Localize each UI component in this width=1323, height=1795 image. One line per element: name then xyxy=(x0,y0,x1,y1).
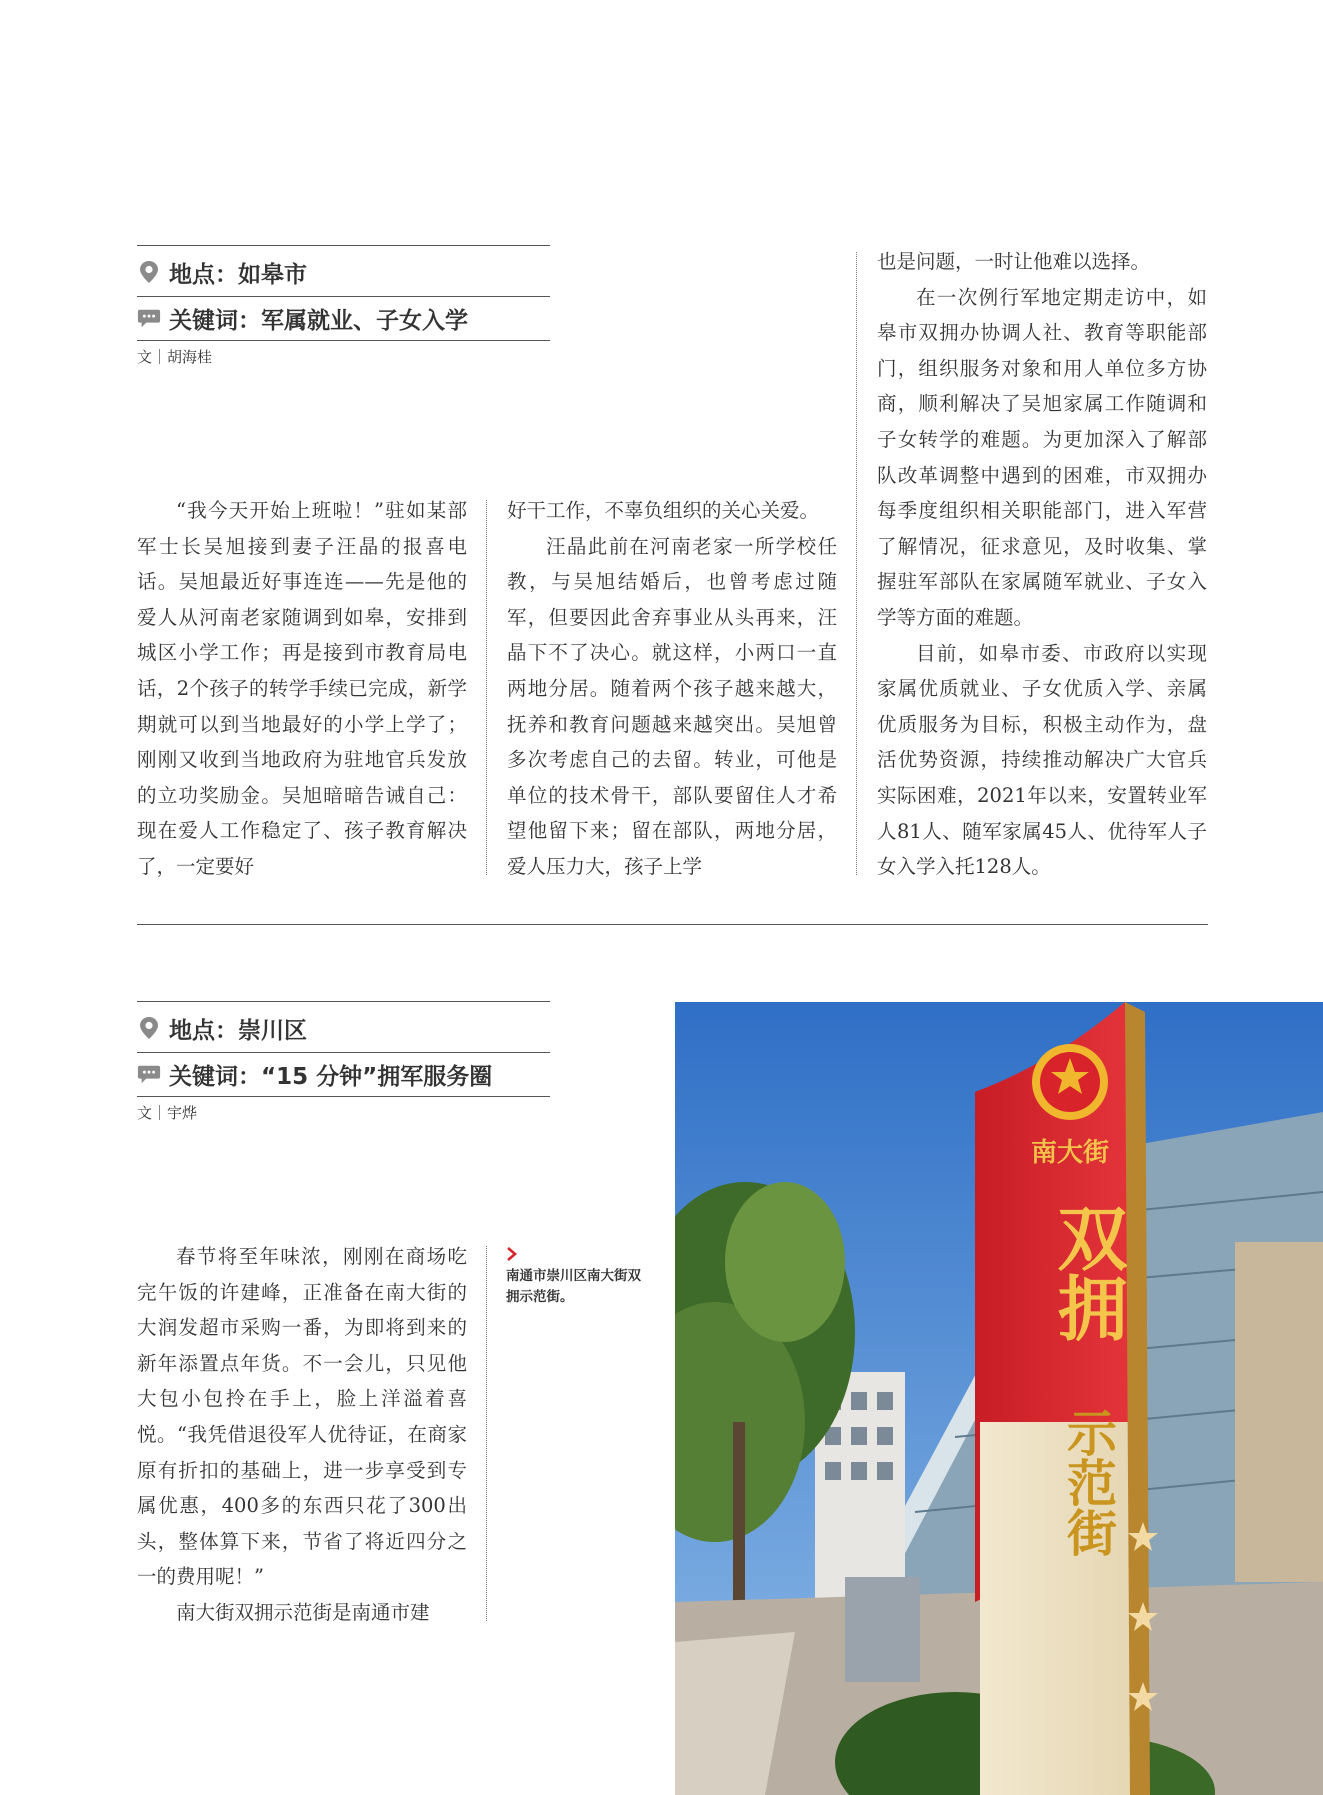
section1-column-3 xyxy=(877,244,1207,885)
sign-main-text: 双拥 xyxy=(1046,1202,1128,1342)
column-divider xyxy=(486,1246,487,1621)
sign-subtext: 示范街 xyxy=(1059,1407,1117,1557)
section1-bottom-rule xyxy=(137,340,550,341)
column-divider xyxy=(486,500,487,875)
paragraph: 好干工作，不辜负组织的关心关爱。 xyxy=(507,499,820,522)
section1-keywords-row xyxy=(137,298,550,338)
location-label: 地点： xyxy=(169,1017,238,1044)
location-pin-icon xyxy=(137,259,161,285)
keywords-value: “15 分钟”拥军服务圈 xyxy=(261,1063,493,1090)
section-divider xyxy=(137,924,1208,925)
section2-mid-rule xyxy=(137,1052,550,1053)
paragraph: “我今天开始上班啦！”驻如某部军士长吴旭接到妻子汪晶的报喜电话。吴旭最近好事连连——先是他的爱人从河南老家随调到如皋，安排到城区小学工作；再是接到市教育局电话，2个孩子的转学手续已完成，新学期就可以到当地最好的小学上学了；刚刚又收到当地政府为驻地官兵发放的立功奖励金。吴旭暗暗告诫自己：现在爱人工作稳定了、孩子教育解决了，一定要好 xyxy=(137,499,467,878)
street-photo xyxy=(675,1002,1323,1795)
keywords-value: 军属就业、子女入学 xyxy=(261,307,468,334)
byline-prefix: 文｜ xyxy=(137,348,168,366)
keywords-label: 关键词： xyxy=(169,307,261,334)
column-divider xyxy=(856,252,857,875)
section1-column-2 xyxy=(507,493,837,885)
section1-top-rule xyxy=(137,245,550,246)
section2-byline xyxy=(137,1102,197,1123)
section1-location-row xyxy=(137,252,550,292)
speech-bubble-icon xyxy=(137,305,161,331)
location-value: 如皋市 xyxy=(238,261,307,288)
section2-location-row xyxy=(137,1008,550,1048)
section2-column-1 xyxy=(137,1239,467,1631)
photo-caption: 南通市崇川区南大街双拥示范街。 xyxy=(506,1268,641,1305)
keywords-label: 关键词： xyxy=(169,1063,261,1090)
section1-column-1 xyxy=(137,493,467,885)
paragraph: 汪晶此前在河南老家一所学校任教，与吴旭结婚后，也曾考虑过随军，但要因此舍弃事业从头再来，汪晶下不了决心。就这样，小两口一直两地分居。随着两个孩子越来越大，抚养和教育问题越来越突出。吴旭曾多次考虑自己的去留。转业，可他是单位的技术骨干，部队要留住人才希望他留下来；留在部队，两地分居，爱人压力大，孩子上学 xyxy=(507,534,837,878)
byline-prefix: 文｜ xyxy=(137,1104,168,1122)
section2-top-rule xyxy=(137,1001,550,1002)
paragraph: 春节将至年味浓，刚刚在商场吃完午饭的许建峰，正准备在南大街的大润发超市采购一番，为即将到来的新年添置点年货。不一会儿，只见他大包小包拎在手上，脸上洋溢着喜悦。“我凭借退役军人优待证，在商家原有折扣的基础上，进一步享受到专属优惠，400多的东西只花了300出头，整体算下来，节省了将近四分之一的费用呢！” xyxy=(137,1245,467,1589)
paragraph: 也是问题，一时让他难以选择。 xyxy=(877,250,1151,273)
byline-author: 胡海桂 xyxy=(167,348,213,366)
location-label: 地点： xyxy=(169,261,238,288)
location-value: 崇川区 xyxy=(238,1017,307,1044)
paragraph: 在一次例行军地定期走访中，如皋市双拥办协调人社、教育等职能部门，组织服务对象和用人单位多方协商，顺利解决了吴旭家属工作随调和子女转学的难题。为更加深入了解部队改革调整中遇到的困难，市双拥办每季度组织相关职能部门，进入军营了解情况，征求意见，及时收集、掌握驻军部队在家属随军就业、子女入学等方面的难题。 xyxy=(877,285,1207,629)
sign-title: 南大街 xyxy=(1030,1138,1109,1168)
paragraph: 目前，如皋市委、市政府以实现家属优质就业、子女优质入学、亲属优质服务为目标，积极主动作为，盘活优势资源，持续推动解决广大官兵实际困难，2021年以来，安置转业军人81人、随军家属45人、优待军人子女入学入托128人。 xyxy=(877,641,1207,879)
paragraph: 南大街双拥示范街是南通市建 xyxy=(176,1600,430,1624)
speech-bubble-icon xyxy=(137,1061,161,1087)
chevron-right-icon xyxy=(506,1247,518,1261)
section2-bottom-rule xyxy=(137,1096,550,1097)
section2-keywords-row xyxy=(137,1054,550,1094)
section1-mid-rule xyxy=(137,296,550,297)
location-pin-icon xyxy=(137,1015,161,1041)
byline-author: 宇烨 xyxy=(167,1104,198,1122)
section1-byline xyxy=(137,346,212,367)
